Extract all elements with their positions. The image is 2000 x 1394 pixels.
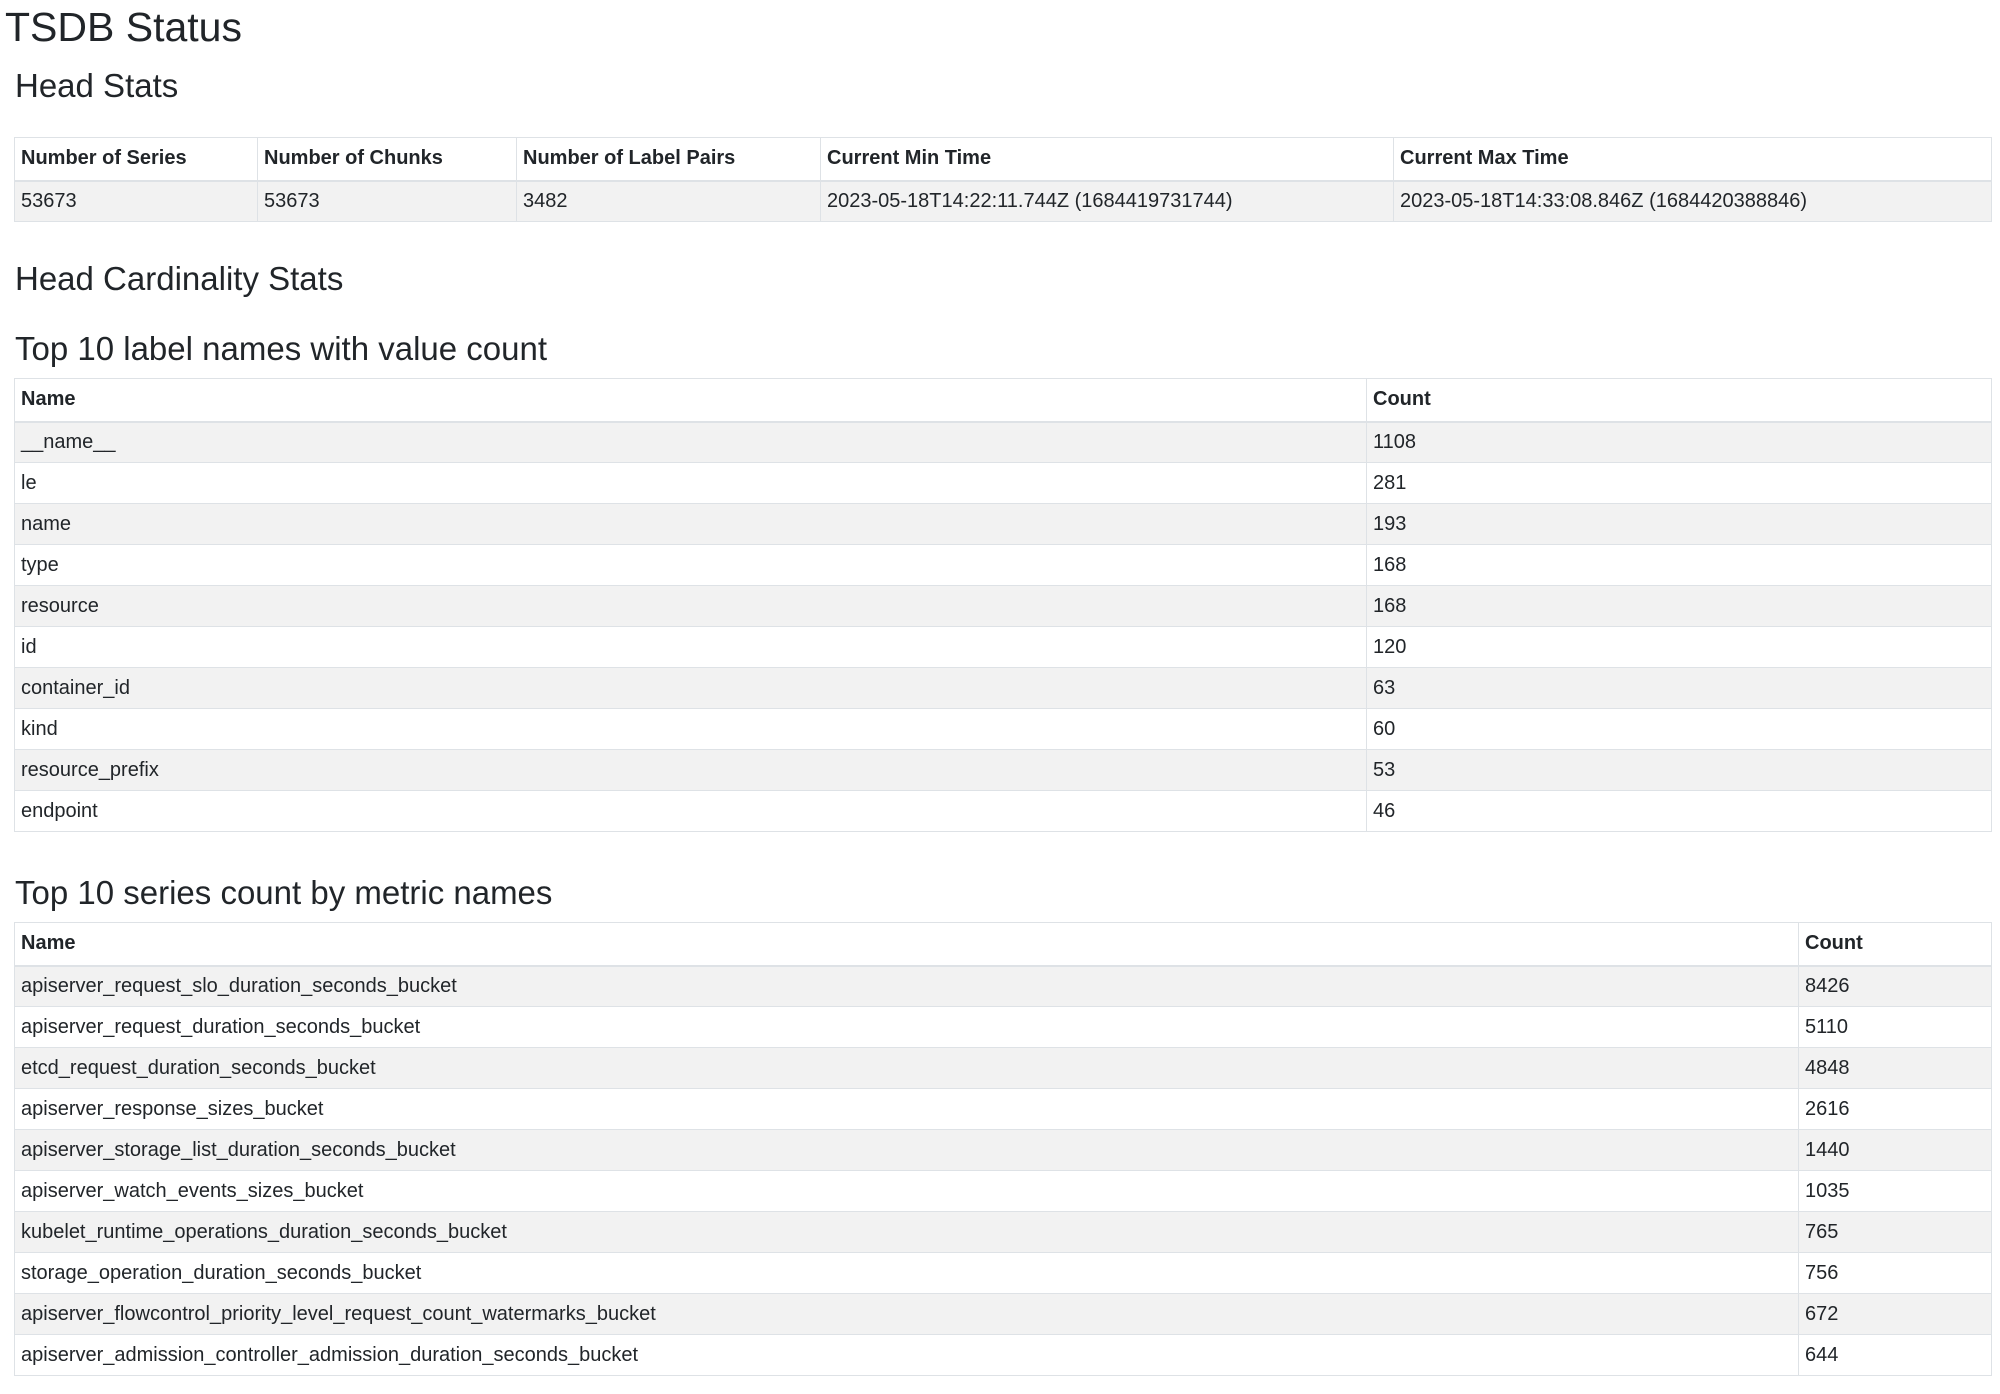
label-name: __name__ bbox=[15, 422, 1367, 463]
metric-count: 5110 bbox=[1799, 1007, 1992, 1048]
table-row bbox=[15, 1048, 1992, 1089]
label-names-title: Top 10 label names with value count bbox=[15, 330, 547, 367]
label-name: endpoint bbox=[15, 791, 1367, 832]
column-header-chunks: Number of Chunks bbox=[258, 138, 517, 181]
metric-names-title: Top 10 series count by metric names bbox=[15, 874, 553, 911]
table-row bbox=[15, 1171, 1992, 1212]
head-stats-table bbox=[14, 137, 1992, 222]
metric-count: 4848 bbox=[1799, 1048, 1992, 1089]
metric-count: 672 bbox=[1799, 1294, 1992, 1335]
min-time-value: 2023-05-18T14:22:11.744Z (1684419731744) bbox=[821, 181, 1394, 222]
table-row bbox=[15, 504, 1992, 545]
label-name: le bbox=[15, 463, 1367, 504]
table-row bbox=[15, 668, 1992, 709]
label-count: 63 bbox=[1367, 668, 1992, 709]
table-row bbox=[15, 709, 1992, 750]
metric-count: 1440 bbox=[1799, 1130, 1992, 1171]
metric-count: 1035 bbox=[1799, 1171, 1992, 1212]
metric-count: 765 bbox=[1799, 1212, 1992, 1253]
table-row bbox=[15, 181, 1992, 222]
label-count: 168 bbox=[1367, 586, 1992, 627]
label-count: 60 bbox=[1367, 709, 1992, 750]
metric-count: 2616 bbox=[1799, 1089, 1992, 1130]
metric-name: apiserver_admission_controller_admission_duration_seconds_bucket bbox=[15, 1335, 1799, 1376]
metric-name: kubelet_runtime_operations_duration_seconds_bucket bbox=[15, 1212, 1799, 1253]
table-row bbox=[15, 463, 1992, 504]
table-row bbox=[15, 1130, 1992, 1171]
page-title: TSDB Status bbox=[5, 4, 242, 50]
label-name: resource_prefix bbox=[15, 750, 1367, 791]
column-header-max-time: Current Max Time bbox=[1394, 138, 1992, 181]
label-count: 193 bbox=[1367, 504, 1992, 545]
label-name: name bbox=[15, 504, 1367, 545]
max-time-value: 2023-05-18T14:33:08.846Z (1684420388846) bbox=[1394, 181, 1992, 222]
table-row bbox=[15, 1335, 1992, 1376]
label-name: type bbox=[15, 545, 1367, 586]
table-row bbox=[15, 1253, 1992, 1294]
table-row bbox=[15, 586, 1992, 627]
label-count: 46 bbox=[1367, 791, 1992, 832]
metric-name: apiserver_watch_events_sizes_bucket bbox=[15, 1171, 1799, 1212]
metric-name: apiserver_flowcontrol_priority_level_request_count_watermarks_bucket bbox=[15, 1294, 1799, 1335]
table-row bbox=[15, 422, 1992, 463]
metric-name: etcd_request_duration_seconds_bucket bbox=[15, 1048, 1799, 1089]
table-row bbox=[15, 1089, 1992, 1130]
metric-name: apiserver_request_duration_seconds_bucket bbox=[15, 1007, 1799, 1048]
table-header-row bbox=[15, 138, 1992, 181]
label-names-table bbox=[14, 378, 1992, 832]
metric-name: apiserver_storage_list_duration_seconds_bucket bbox=[15, 1130, 1799, 1171]
label-count: 53 bbox=[1367, 750, 1992, 791]
cardinality-title: Head Cardinality Stats bbox=[15, 260, 344, 297]
column-header-count: Count bbox=[1799, 923, 1992, 966]
table-header-row bbox=[15, 379, 1992, 422]
metric-count: 644 bbox=[1799, 1335, 1992, 1376]
column-header-series: Number of Series bbox=[15, 138, 258, 181]
table-row bbox=[15, 1212, 1992, 1253]
metric-name: apiserver_request_slo_duration_seconds_bucket bbox=[15, 966, 1799, 1007]
metric-count: 756 bbox=[1799, 1253, 1992, 1294]
label-name: kind bbox=[15, 709, 1367, 750]
column-header-label-pairs: Number of Label Pairs bbox=[517, 138, 821, 181]
column-header-min-time: Current Min Time bbox=[821, 138, 1394, 181]
metric-names-table bbox=[14, 922, 1992, 1376]
series-count: 53673 bbox=[15, 181, 258, 222]
column-header-name: Name bbox=[15, 379, 1367, 422]
column-header-count: Count bbox=[1367, 379, 1992, 422]
chunks-count: 53673 bbox=[258, 181, 517, 222]
label-name: resource bbox=[15, 586, 1367, 627]
table-row bbox=[15, 627, 1992, 668]
label-pairs-count: 3482 bbox=[517, 181, 821, 222]
table-row bbox=[15, 545, 1992, 586]
label-count: 281 bbox=[1367, 463, 1992, 504]
head-stats-title: Head Stats bbox=[15, 67, 179, 104]
column-header-name: Name bbox=[15, 923, 1799, 966]
metric-name: apiserver_response_sizes_bucket bbox=[15, 1089, 1799, 1130]
table-header-row bbox=[15, 923, 1992, 966]
label-count: 168 bbox=[1367, 545, 1992, 586]
table-row bbox=[15, 966, 1992, 1007]
label-count: 120 bbox=[1367, 627, 1992, 668]
label-count: 1108 bbox=[1367, 422, 1992, 463]
table-row bbox=[15, 1007, 1992, 1048]
label-name: id bbox=[15, 627, 1367, 668]
table-row bbox=[15, 750, 1992, 791]
table-row bbox=[15, 791, 1992, 832]
label-name: container_id bbox=[15, 668, 1367, 709]
metric-count: 8426 bbox=[1799, 966, 1992, 1007]
metric-name: storage_operation_duration_seconds_bucket bbox=[15, 1253, 1799, 1294]
table-row bbox=[15, 1294, 1992, 1335]
